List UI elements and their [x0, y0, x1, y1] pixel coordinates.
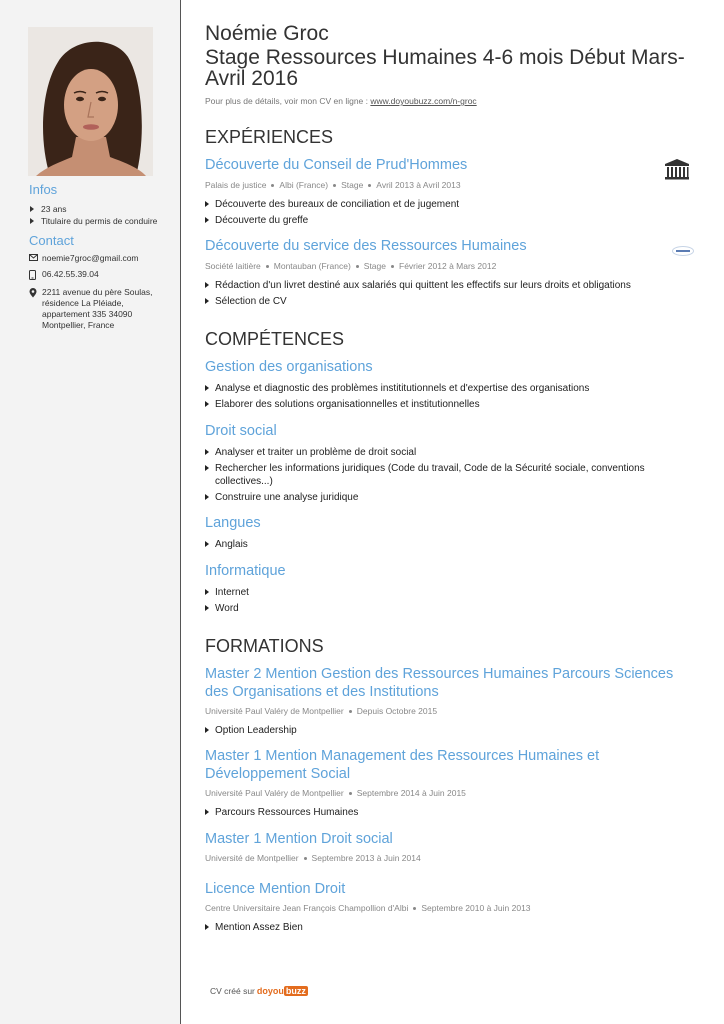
skill-group-title: Informatique [205, 563, 286, 579]
formation-bullets [205, 724, 675, 740]
formation-meta: Université de Montpellier Septembre 2013 à Juin 2014 [205, 853, 421, 863]
contact-title: Contact [29, 233, 74, 248]
formation-bullets [205, 806, 675, 822]
skill-group-title: Gestion des organisations [205, 359, 373, 375]
contact-address: 2211 avenue du père Soulas, résidence La Pléiade, appartement 335 34090 Montpellier, France [29, 287, 159, 331]
list-item: Construire une analyse juridique [205, 491, 675, 504]
list-item: Rédaction d'un livret destiné aux salariés qui quittent les effectifs sur leurs droits et obligations [205, 279, 675, 292]
skill-group-title: Langues [205, 515, 261, 531]
formation-meta: Centre Universitaire Jean François Champollion d'Albi Septembre 2010 à Juin 2013 [205, 903, 531, 913]
list-item: Option Leadership [205, 724, 675, 737]
section-title-experiences: EXPÉRIENCES [205, 127, 334, 147]
formation-title: Master 2 Mention Gestion des Ressources Humaines Parcours Sciences des Organisations et des Institutions [205, 666, 674, 700]
skill-bullets [205, 382, 675, 414]
doyoubuzz-logo[interactable]: doyou buzz [256, 986, 306, 996]
candidate-name: Noémie Groc [205, 22, 329, 45]
formation-bullets [205, 921, 675, 937]
phone-icon [29, 269, 42, 280]
formation-title: Licence Mention Droit [205, 881, 346, 897]
experience-bullets [205, 279, 675, 311]
list-item: Rechercher les informations juridiques (Code du travail, Code de la Sécurité sociale, conventions collectives...) [205, 462, 675, 488]
footer: CV créé sur doyou buzz [210, 986, 306, 996]
experience-meta: Palais de justice Albi (France) Stage Avril 2013 à Avril 2013 [205, 180, 461, 190]
section-title-competences: COMPÉTENCES [205, 329, 345, 349]
infos-list [29, 203, 157, 227]
list-item: Elaborer des solutions organisationnelles et institutionnelles [205, 398, 675, 411]
contact-email[interactable]: noemie7groc@gmail.com [29, 253, 139, 264]
info-item: 23 ans [29, 203, 157, 215]
envelope-icon [29, 253, 42, 264]
info-item: Titulaire du permis de conduire [29, 215, 157, 227]
cv-headline: Stage Ressources Humaines 4-6 mois Début Mars-Avril 2016 [205, 46, 685, 90]
section-title-formations: FORMATIONS [205, 636, 324, 656]
formation-meta: Université Paul Valéry de Montpellier Depuis Octobre 2015 [205, 706, 438, 716]
main-content [205, 0, 695, 1024]
skill-bullets [205, 446, 675, 507]
list-item: Mention Assez Bien [205, 921, 675, 934]
sidebar [0, 0, 181, 1024]
formation-title: Master 1 Mention Management des Ressources Humaines et Développement Social [205, 748, 600, 782]
experience-meta: Société laitière Montauban (France) Stage Février 2012 à Mars 2012 [205, 261, 497, 271]
infos-title: Infos [29, 182, 58, 197]
experience-title: Découverte du service des Ressources Humaines [205, 238, 527, 254]
bullet-triangle-icon [30, 218, 34, 224]
formation-title: Master 1 Mention Droit social [205, 831, 393, 847]
skill-group-title: Droit social [205, 423, 277, 439]
skill-bullets [205, 586, 675, 618]
list-item: Analyse et diagnostic des problèmes instititutionnels et d'expertise des organisations [205, 382, 675, 395]
list-item: Découverte du greffe [205, 214, 675, 227]
company-logo-icon [672, 243, 694, 261]
experience-title: Découverte du Conseil de Prud'Hommes [205, 157, 468, 173]
experience-bullets [205, 198, 675, 230]
courthouse-logo-icon [664, 158, 690, 185]
list-item: Sélection de CV [205, 295, 675, 308]
contact-phone[interactable]: 06.42.55.39.04 [29, 269, 99, 280]
profile-photo [28, 27, 153, 176]
list-item: Word [205, 602, 675, 615]
list-item: Analyser et traiter un problème de droit social [205, 446, 675, 459]
list-item: Internet [205, 586, 675, 599]
skill-bullets [205, 538, 675, 554]
bullet-triangle-icon [30, 206, 34, 212]
location-pin-icon [29, 287, 42, 331]
formation-meta: Université Paul Valéry de Montpellier Septembre 2014 à Juin 2015 [205, 788, 466, 798]
list-item: Découverte des bureaux de conciliation et de jugement [205, 198, 675, 211]
online-cv-note: Pour plus de détails, voir mon CV en ligne : www.doyoubuzz.com/n-groc [205, 96, 477, 106]
list-item: Parcours Ressources Humaines [205, 806, 675, 819]
list-item: Anglais [205, 538, 675, 551]
online-cv-link[interactable]: www.doyoubuzz.com/n-groc [370, 96, 477, 106]
